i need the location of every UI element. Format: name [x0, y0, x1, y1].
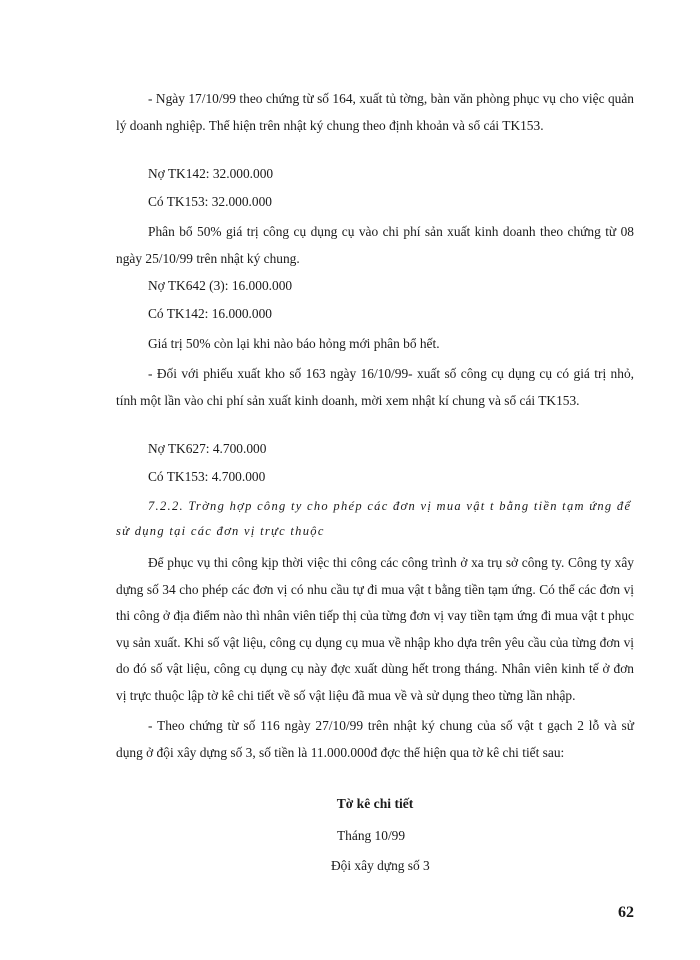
journal-entry-credit-153b: Có TK153: 4.700.000	[148, 469, 266, 484]
paragraph-3: Giá trị 50% còn lại khi nào báo hỏng mới phân bổ hết.	[148, 336, 440, 351]
paragraph-1: - Ngày 17/10/99 theo chứng từ số 164, xuất tủ tờng, bàn văn phòng phục vụ cho việc quản lý doanh nghiệp. Thể hiện trên nhật ký chung theo định khoản và sổ cái TK153.	[116, 91, 634, 133]
paragraph-5: Để phục vụ thi công kịp thời việc thi công các công trình ở xa trụ sở công ty. Công ty xây dựng số 34 cho phép các đơn vị có nhu cầu tự đi mua vật t bằng tiền tạm ứng. Có thể các đơn vị thi công ở địa điểm nào thì nhân viên tiếp thị của từng đơn vị vay tiền tạm ứng đi mua vật t phục vụ sản xuất. Khi số vật liệu, công cụ dụng cụ mua về nhập kho dựa trên yêu cầu của từng đơn vị do đó số vật liệu, công cụ dụng cụ này đợc xuất dùng hết trong tháng. Nhân viên kinh tế ở đơn vị trực thuộc lập tờ kê chi tiết về số vật liệu đã mua về và sử dụng theo từng lần nhập.	[116, 555, 634, 703]
journal-entry-debit-627: Nợ TK627: 4.700.000	[148, 441, 267, 456]
paragraph-6: - Theo chứng từ số 116 ngày 27/10/99 trên nhật ký chung của số vật t gạch 2 lỗ và sử dụng ở đội xây dựng số 3, số tiền là 11.000.000đ đợc thể hiện qua tờ kê chi tiết sau:	[116, 718, 634, 760]
table-title: Tờ kê chi tiết	[336, 796, 414, 811]
paragraph-4: - Đối với phiếu xuất kho số 163 ngày 16/10/99- xuất số công cụ dụng cụ có giá trị nhỏ, tính một lần vào chi phí sản xuất kinh doanh, mời xem nhật kí chung và sổ cái TK153.	[116, 366, 634, 408]
journal-entry-credit-142: Có TK142: 16.000.000	[148, 306, 272, 321]
paragraph-2: Phân bổ 50% giá trị công cụ dụng cụ vào chi phí sản xuất kinh doanh theo chứng từ 08 ngày 25/10/99 trên nhật ký chung.	[116, 224, 634, 266]
journal-entry-credit-153: Có TK153: 32.000.000	[148, 194, 272, 209]
section-heading: 7.2.2. Trờng hợp công ty cho phép các đơn vị mua vật t bằng tiền tạm ứng để sử dụng tại các đơn vị trực thuộc	[116, 499, 632, 538]
table-month: Tháng 10/99	[337, 828, 406, 843]
page-number: 62	[618, 904, 634, 921]
journal-entry-debit-642: Nợ TK642 (3): 16.000.000	[148, 278, 293, 293]
table-team: Đội xây dựng số 3	[331, 858, 430, 873]
journal-entry-debit-142: Nợ TK142: 32.000.000	[148, 166, 274, 181]
